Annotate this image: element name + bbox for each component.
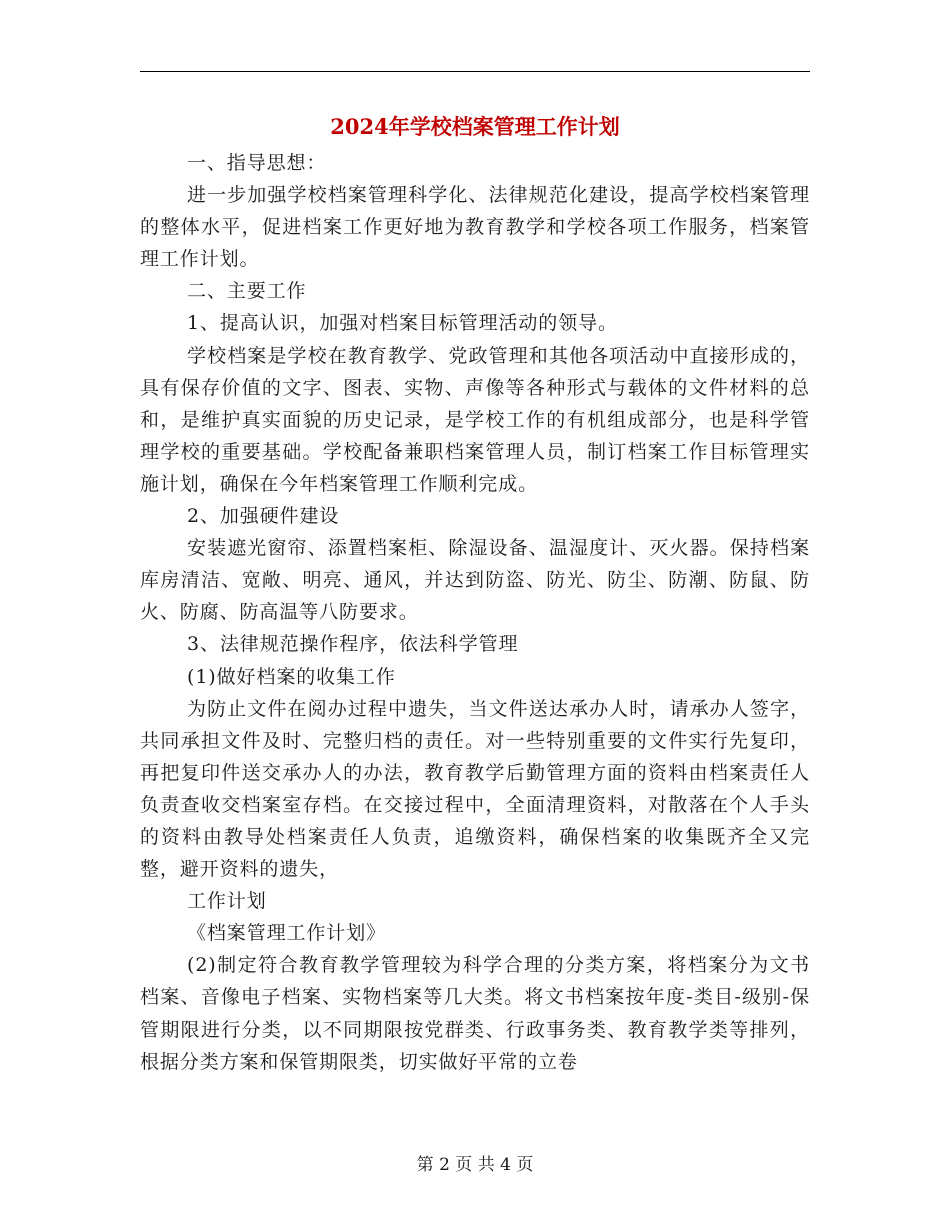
section-heading-guiding-thought: 一、指导思想： (187, 152, 327, 174)
subheading-procedures: 3、法律规范操作程序，依法科学管理 (187, 633, 519, 656)
page-footer: 第 2 页 共 4 页 (416, 1155, 534, 1175)
document-body (140, 147, 810, 1078)
paragraph-classification: (2)制定符合教育教学管理较为科学合理的分类方案，将档案分为文书档案、音像电子档案、实物档案等几大类。将文书档案按年度-类目-级别-保管期限进行分类，以不同期限按党群类、行政事务类、教育教学类等排列，根据分类方案和保管期限类，切实做好平常的立卷 (140, 954, 810, 1073)
paragraph-guiding-thought: 进一步加强学校档案管理科学化、法律规范化建设，提高学校档案管理的整体水平，促进档案工作更好地为教育教学和学校各项工作服务，档案管理工作计划。 (140, 184, 810, 271)
subheading-raise-awareness: 1、提高认识，加强对档案目标管理活动的领导。 (187, 312, 618, 335)
paragraph-collection: 为防止文件在阅办过程中遗失，当文件送达承办人时，请承办人签字，共同承担文件及时、完整归档的责任。对一些特别重要的文件实行先复印，再把复印件送交承办人的办法，教育教学后勤管理方面的资料由档案责任人负责查收交档案室存档。在交接过程中，全面清理资料，对散落在个人手头的资料由教导处档案责任人负责，追缴资料，确保档案的收集既齐全又完整，避开资料的遗失， (140, 697, 810, 881)
line-plan-title-quote: 《档案管理工作计划》 (187, 922, 387, 945)
paragraph-hardware: 安装遮光窗帘、添置档案柜、除湿设备、温湿度计、灭火器。保持档案库房清洁、宽敞、明亮、通风，并达到防盗、防光、防尘、防潮、防鼠、防火、防腐、防高温等八防要求。 (140, 537, 810, 624)
paragraph-school-archives: 学校档案是学校在教育教学、党政管理和其他各项活动中直接形成的，具有保存价值的文字、图表、实物、声像等各种形式与载体的文件材料的总和，是维护真实面貌的历史记录，是学校工作的有机组成部分，也是科学管理学校的重要基础。学校配备兼职档案管理人员，制订档案工作目标管理实施计划，确保在今年档案管理工作顺利完成。 (140, 344, 810, 495)
document-title: 2024年学校档案管理工作计划 (330, 114, 620, 139)
subheading-collection: (1)做好档案的收集工作 (187, 665, 396, 688)
section-heading-main-work: 二、主要工作 (187, 280, 307, 303)
header-rule (140, 71, 810, 72)
subheading-hardware: 2、加强硬件建设 (187, 505, 340, 528)
line-work-plan: 工作计划 (187, 890, 267, 913)
